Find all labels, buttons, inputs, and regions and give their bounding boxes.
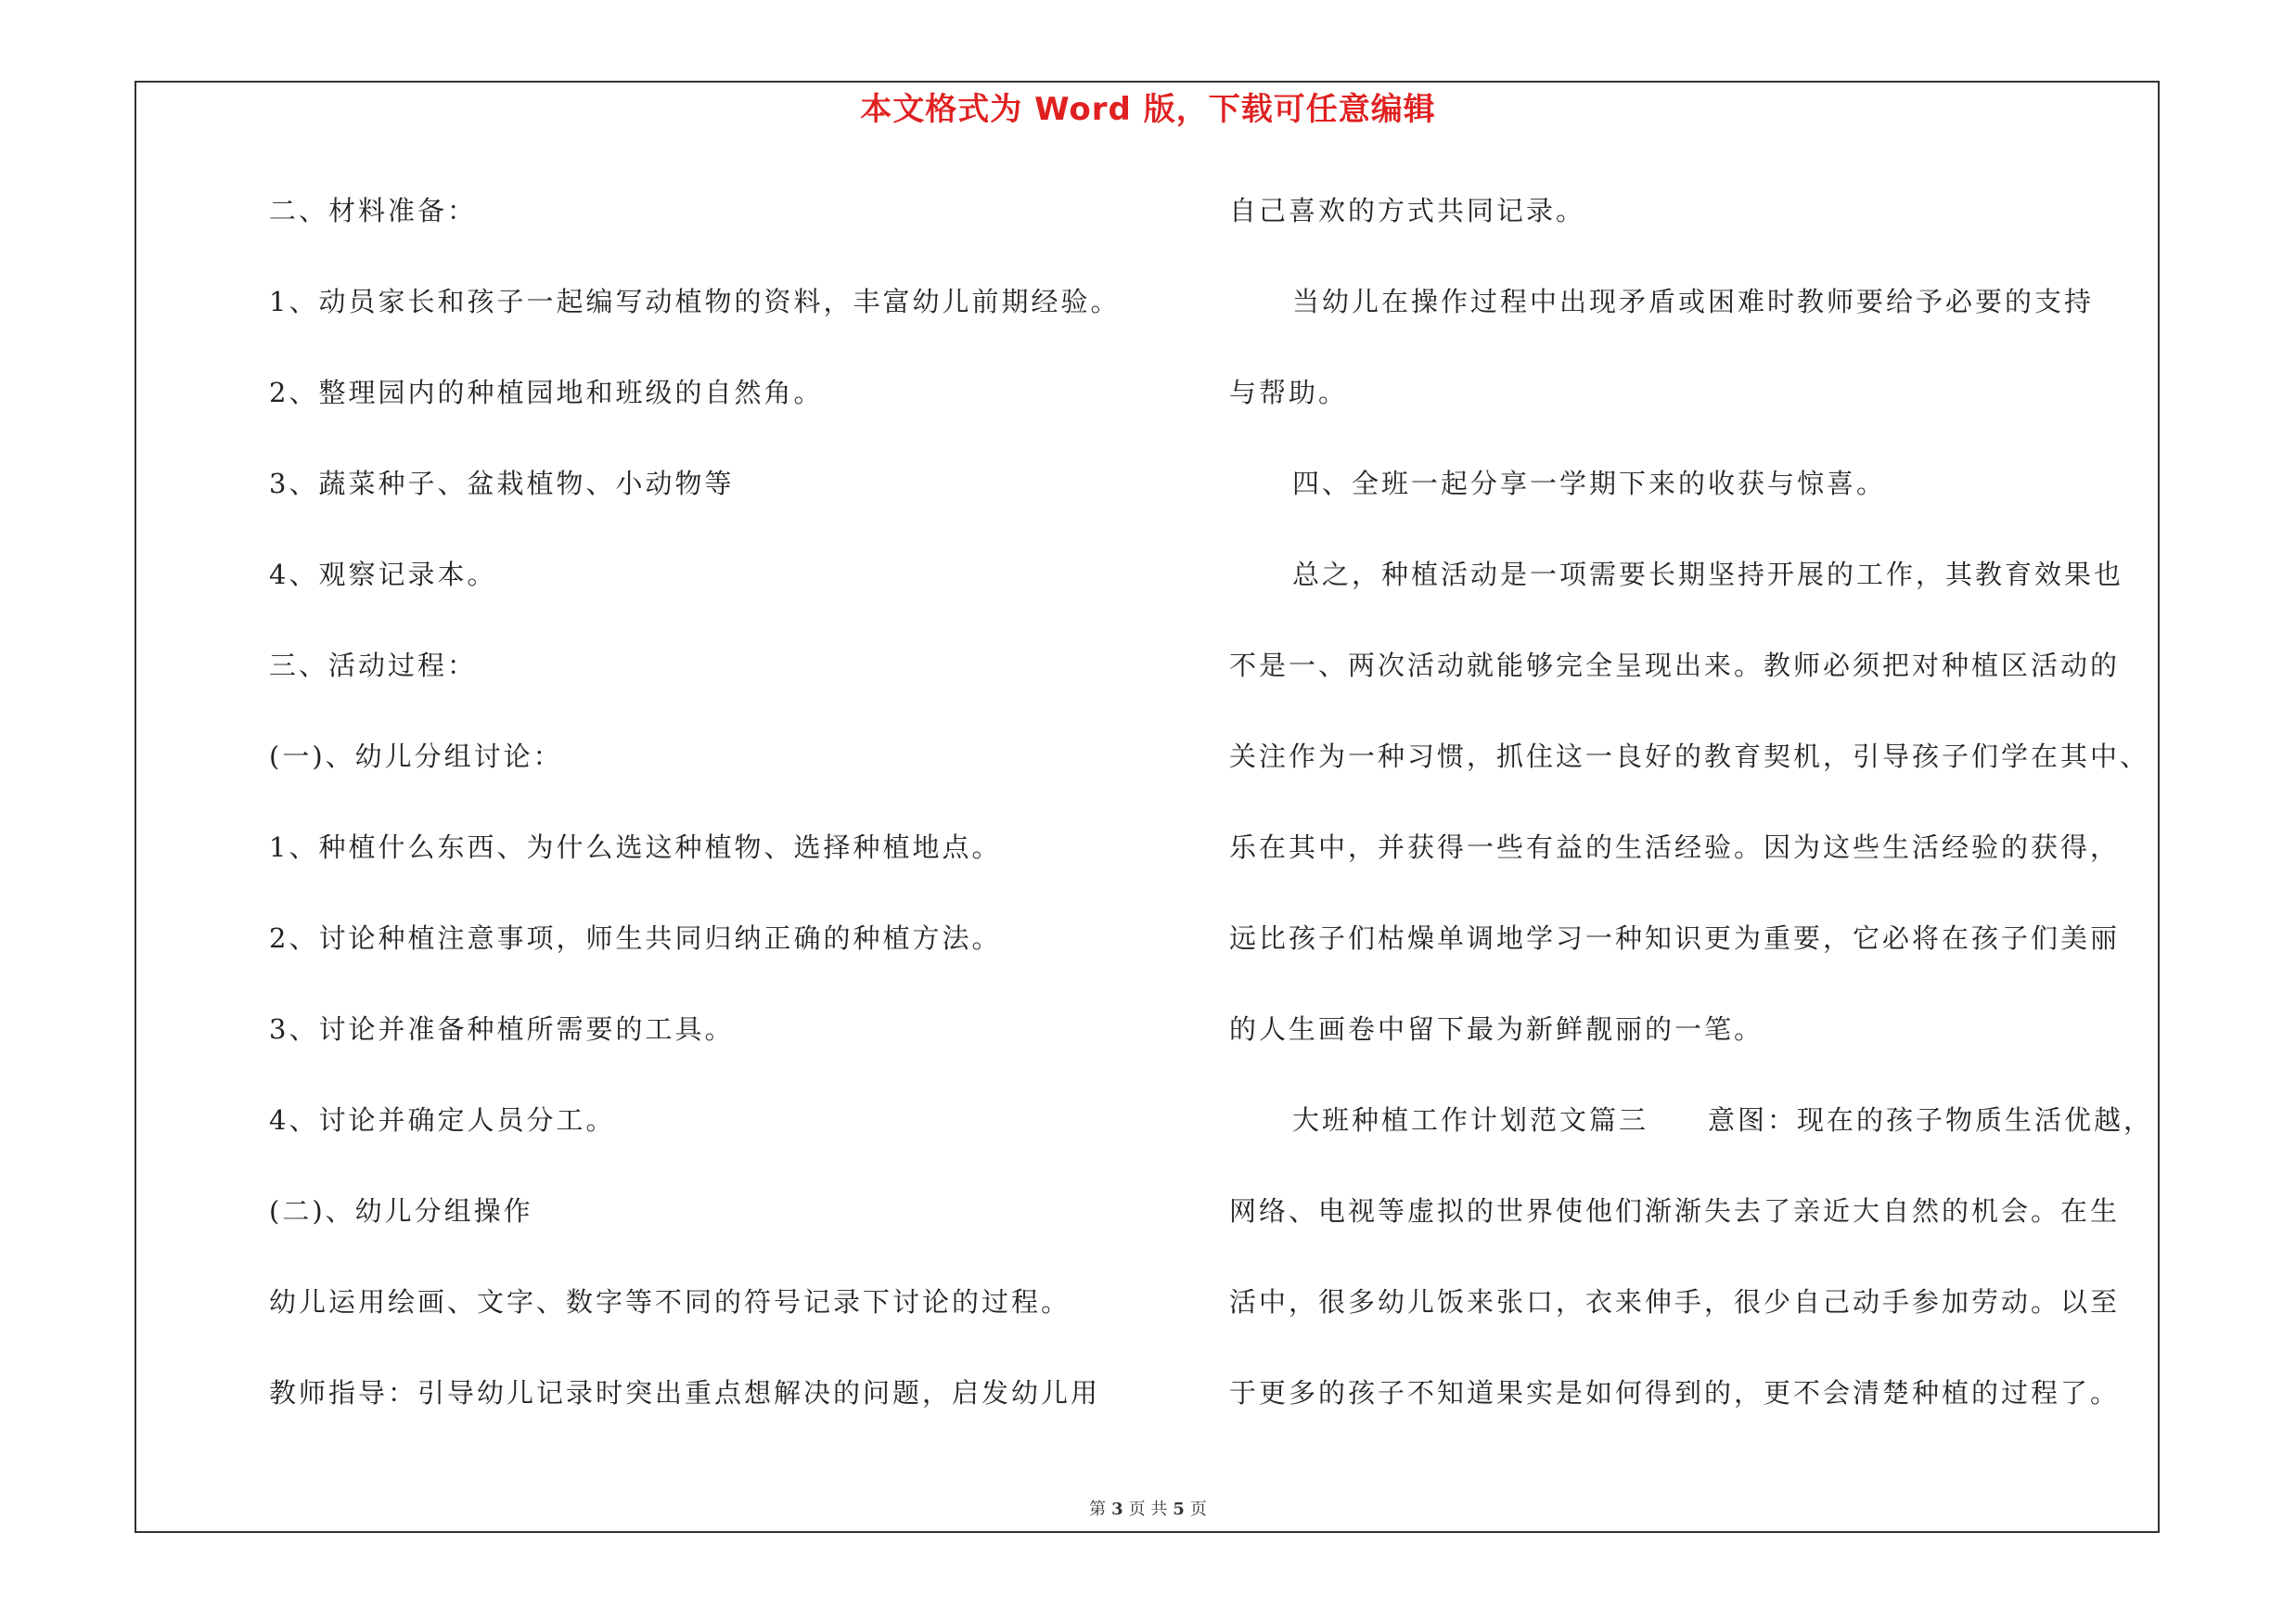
paragraph-line: (一)、幼儿分组讨论： xyxy=(269,741,563,772)
paragraph-line: (二)、幼儿分组操作 xyxy=(269,1195,533,1227)
paragraph-line: 三、活动过程： xyxy=(269,650,478,681)
footer-prefix: 第 xyxy=(1089,1500,1107,1519)
paragraph-line: 网络、电视等虚拟的世界使他们渐渐失去了亲近大自然的机会。在生 xyxy=(1229,1195,2121,1227)
paragraph-line: 幼儿运用绘画、文字、数字等不同的符号记录下讨论的过程。 xyxy=(269,1286,1071,1318)
footer-suffix: 页 xyxy=(1189,1500,1207,1519)
current-page-number: 3 xyxy=(1111,1500,1123,1519)
total-page-number: 5 xyxy=(1173,1500,1185,1519)
paragraph-line: 于更多的孩子不知道果实是如何得到的，更不会清楚种植的过程了。 xyxy=(1229,1377,2121,1409)
paragraph-line: 4、讨论并确定人员分工。 xyxy=(269,1104,616,1136)
paragraph-line: 二、材料准备： xyxy=(269,195,478,226)
paragraph-line: 乐在其中，并获得一些有益的生活经验。因为这些生活经验的获得， xyxy=(1229,831,2121,863)
word-format-banner: 本文格式为 Word 版，下载可任意编辑 xyxy=(860,91,1436,128)
paragraph-line: 活中，很多幼儿饭来张口，衣来伸手，很少自己动手参加劳动。以至 xyxy=(1229,1286,2121,1318)
paragraph-line: 大班种植工作计划范文篇三 意图：现在的孩子物质生活优越， xyxy=(1292,1104,2154,1136)
footer-middle: 页 共 xyxy=(1128,1500,1168,1519)
paragraph-line: 当幼儿在操作过程中出现矛盾或困难时教师要给予必要的支持 xyxy=(1292,286,2095,317)
paragraph-line: 3、讨论并准备种植所需要的工具。 xyxy=(269,1013,735,1045)
paragraph-line: 3、蔬菜种子、盆栽植物、小动物等 xyxy=(269,468,735,499)
paragraph-line: 与帮助。 xyxy=(1229,377,1349,408)
left-column xyxy=(269,186,1197,1459)
paragraph-line: 关注作为一种习惯，抓住这一良好的教育契机，引导孩子们学在其中、 xyxy=(1229,741,2150,772)
paragraph-line: 不是一、两次活动就能够完全呈现出来。教师必须把对种植区活动的 xyxy=(1229,650,2121,681)
paragraph-line: 远比孩子们枯燥单调地学习一种知识更为重要，它必将在孩子们美丽 xyxy=(1229,922,2121,954)
paragraph-line: 1、种植什么东西、为什么选这种植物、选择种植地点。 xyxy=(269,831,1002,863)
right-column xyxy=(1229,186,2161,1459)
paragraph-line: 1、动员家长和孩子一起编写动植物的资料，丰富幼儿前期经验。 xyxy=(269,286,1121,317)
paragraph-line: 2、整理园内的种植园地和班级的自然角。 xyxy=(269,377,824,408)
paragraph-line: 总之，种植活动是一项需要长期坚持开展的工作，其教育效果也 xyxy=(1292,559,2124,590)
paragraph-line: 2、讨论种植注意事项，师生共同归纳正确的种植方法。 xyxy=(269,922,1002,954)
paragraph-line: 教师指导：引导幼儿记录时突出重点想解决的问题，启发幼儿用 xyxy=(269,1377,1101,1409)
paragraph-line: 4、观察记录本。 xyxy=(269,559,497,590)
paragraph-line: 四、全班一起分享一学期下来的收获与惊喜。 xyxy=(1292,468,1887,499)
page-footer xyxy=(0,1496,2296,1520)
paragraph-line: 的人生画卷中留下最为新鲜靓丽的一笔。 xyxy=(1229,1013,1764,1045)
paragraph-line: 自己喜欢的方式共同记录。 xyxy=(1229,195,1586,226)
